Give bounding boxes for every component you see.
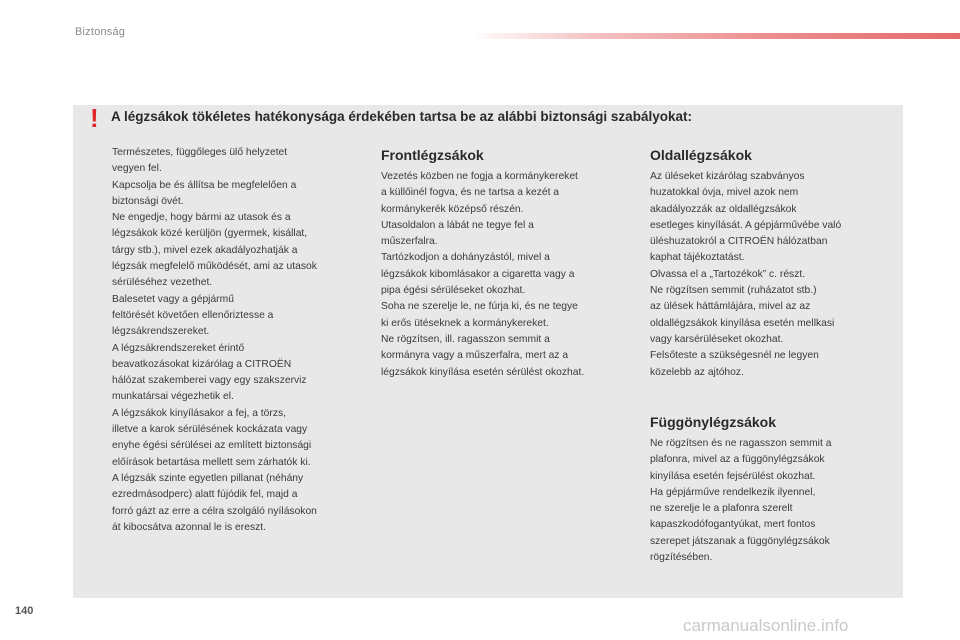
text-line: rögzítésében. <box>650 552 713 564</box>
text-line: műszerfalra. <box>381 236 438 248</box>
text-line: előírások betartása mellett sem zárhatók ki. <box>112 456 311 468</box>
front-airbags-column <box>381 146 631 381</box>
text-line: közelebb az ajtóhoz. <box>650 366 744 378</box>
text-line: vegyen fel. <box>112 163 162 175</box>
text-line: enyhe égési sérülései az említett biztonsági <box>112 440 312 452</box>
text-line: légzsák megfelelő működését, ami az utasok <box>112 261 317 273</box>
text-line: ne szerelje le a plafonra szerelt <box>650 503 793 515</box>
text-line: Ne rögzítsen semmit (ruházatot stb.) <box>650 285 817 297</box>
text-line: esetleges kinyílását. A gépjárművébe való <box>650 219 842 231</box>
text-line: légzsákok kibomlásakor a cigaretta vagy a <box>381 268 575 280</box>
text-line: beavatkozásokat kizárólag a CITROËN <box>112 358 292 370</box>
text-line: Ha gépjárműve rendelkezik ilyennel, <box>650 486 816 498</box>
text-line: huzatokkal óvja, mivel azok nem <box>650 187 799 199</box>
text-line: tárgy stb.), mivel ezek akadályozhatják a <box>112 244 298 256</box>
text-line: pipa égési sérüléseket okozhat. <box>381 285 526 297</box>
page-number: 140 <box>15 605 34 617</box>
text-line: kaphat tájékoztatást. <box>650 252 745 264</box>
text-line: Felsőteste a szükségesnél ne legyen <box>650 350 819 362</box>
watermark: carmanualsonline.info <box>683 616 849 635</box>
text-line: Természetes, függőleges ülő helyzetet <box>112 147 288 158</box>
text-line: Soha ne szerelje le, ne fúrja ki, és ne tegye <box>381 301 578 313</box>
text-line: Az üléseket kizárólag szabványos <box>650 171 805 182</box>
side-airbags-column <box>650 146 902 381</box>
text-line: vagy karsérüléseket okozhat. <box>650 333 784 345</box>
text-line: illetve a karok sérülésének kockázata vagy <box>112 424 308 436</box>
text-line: az ülések háttámlájára, mivel az az <box>650 301 811 313</box>
text-line: feltörését követően ellenőriztesse a <box>112 309 274 321</box>
text-line: légzsákrendszereket. <box>112 326 210 338</box>
text-line: Ne rögzítsen, ill. ragasszon semmit a <box>381 333 550 345</box>
front-airbags-title: Frontlégzsákok <box>381 147 484 163</box>
text-line: akadályozzák az oldallégzsákok <box>650 203 797 215</box>
text-line: Utasoldalon a lábát ne tegye fel a <box>381 219 534 231</box>
text-line: oldallégzsákok kinyílása esetén mellkasi <box>650 317 835 329</box>
text-line: Ne rögzítsen és ne ragasszon semmit a <box>650 438 832 449</box>
text-line: Kapcsolja be és állítsa be megfelelően a <box>112 179 297 191</box>
text-line: kinyílása esetén fejsérülést okozhat. <box>650 470 816 482</box>
text-line: szerepet játszanak a függönylégzsákok <box>650 535 830 547</box>
text-line: légzsákok kinyílása esetén sérülést okozhat. <box>381 366 585 378</box>
side-airbags-title: Oldallégzsákok <box>650 147 752 163</box>
text-line: hálózat szakemberei vagy egy szakszerviz <box>112 375 307 387</box>
text-line: a küllőinél fogva, és ne tartsa a kezét a <box>381 187 560 199</box>
text-line: A légzsákrendszereket érintő <box>112 342 245 354</box>
curtain-airbags-column <box>650 413 902 566</box>
text-line: sérüléséhez vezethet. <box>112 277 213 289</box>
text-line: Olvassa el a „Tartozékok” c. részt. <box>650 268 806 280</box>
text-line: át kibocsátva azonnal le is ereszt. <box>112 521 266 533</box>
text-line: ezredmásodperc) alatt fújódik fel, majd a <box>112 489 298 501</box>
text-line: Tartózkodjon a dohányzástól, mivel a <box>381 252 550 264</box>
warning-icon: ! <box>90 103 99 133</box>
text-line: Vezetés közben ne fogja a kormánykereket <box>381 171 578 182</box>
section-label: Biztonság <box>75 26 126 38</box>
header-accent-bar <box>470 33 960 39</box>
text-line: plafonra, mivel az a függönylégzsákok <box>650 454 825 466</box>
intro-column <box>112 145 362 536</box>
panel-heading: A légzsákok tökéletes hatékonysága érdekében tartsa be az alábbi biztonsági szabályokat: <box>111 109 692 124</box>
text-line: ki erős ütéseknek a kormánykereket. <box>381 317 549 329</box>
text-line: kapaszkodófogantyúkat, mert fontos <box>650 519 816 531</box>
text-line: A légzsákok kinyílásakor a fej, a törzs, <box>112 407 286 419</box>
text-line: forró gázt az erre a célra szolgáló nyílásokon <box>112 505 317 517</box>
text-line: munkatársai végezhetik el. <box>112 391 234 403</box>
text-line: kormányra vagy a műszerfalra, mert az a <box>381 350 569 362</box>
text-line: Balesetet vagy a gépjármű <box>112 293 234 305</box>
text-line: kormánykerék középső részén. <box>381 203 524 215</box>
text-line: biztonsági övét. <box>112 195 184 207</box>
text-line: Ne engedje, hogy bármi az utasok és a <box>112 212 291 224</box>
text-line: A légzsák szinte egyetlen pillanat (néhány <box>112 472 304 484</box>
curtain-airbags-title: Függönylégzsákok <box>650 414 777 430</box>
text-line: légzsákok közé kerüljön (gyermek, kisállat, <box>112 228 308 240</box>
text-line: üléshuzatokról a CITROËN hálózatban <box>650 236 828 248</box>
